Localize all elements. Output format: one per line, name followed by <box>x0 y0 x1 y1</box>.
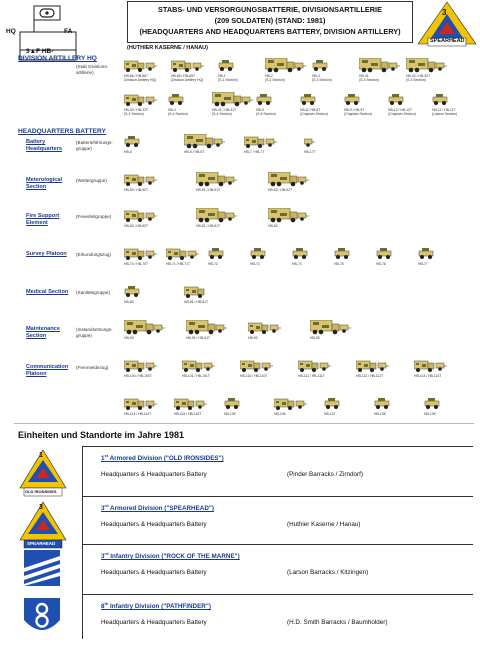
vehicle-label: HB-62 <box>268 224 278 228</box>
vehicle-truck-icon <box>248 320 282 336</box>
patch-pathfinder <box>18 596 68 646</box>
vehicle-label: HB-76 <box>376 262 386 266</box>
vehicle-label: HB-112 / HB-112T <box>356 374 384 378</box>
vehicle-label: HB-75 <box>334 262 344 266</box>
title-line-3: (HEADQUARTERS AND HEADQUARTERS BATTERY, DIVISION ARTILLERY) <box>139 27 401 36</box>
vehicle-truck-icon <box>124 358 158 374</box>
vehicle-label: HB-65 / HB-657 <box>171 74 195 78</box>
patch-rock-of-the-marne <box>18 548 68 598</box>
patch-number: 3 <box>442 8 447 17</box>
vehicle-label: HB-50 / HB-50T <box>124 188 149 192</box>
division-name-3id <box>101 551 240 560</box>
vehicle-label: HB-3 <box>312 74 320 78</box>
vehicle-section-label: (Chaplain Section) <box>388 112 416 116</box>
vehicle-section-label: (S-3 Section) <box>124 112 144 116</box>
symbol-fa-label: FA <box>64 28 73 35</box>
divider <box>14 423 474 424</box>
vehicle-section-label: (S-4 Section) <box>168 112 188 116</box>
vehicle-truck-icon <box>166 246 200 262</box>
vehicle-bigtruck-icon <box>406 58 448 74</box>
patch-spearhead-num: 3 <box>39 504 43 511</box>
vehicle-label: HB-4 <box>168 108 176 112</box>
vehicle-label: HB-9 / HB-9T <box>344 108 365 112</box>
vehicle-label: HB-73 <box>250 262 260 266</box>
vehicle-label: HB-100 / HB-100T <box>124 374 152 378</box>
unit-fse-sub: (Feuerleitgruppe) <box>76 214 112 219</box>
patch-old-ironsides-text: OLD IRONSIDES <box>25 489 57 494</box>
unit-met-section-sub: (Wettergruppe) <box>76 178 107 183</box>
unit-maintenance-sub: (Instandsetzungs-gruppe) <box>76 327 113 338</box>
vehicle-truck-icon <box>124 92 158 108</box>
vehicle-jeep-icon <box>388 92 422 108</box>
vehicle-label: HB-2 <box>265 74 273 78</box>
division-loc-1ad: (Pinder Barracks / Zirndorf) <box>287 471 363 478</box>
vehicle-jeep-icon <box>424 396 458 412</box>
vehicle-label: HB-71 / HB-71T <box>166 262 191 266</box>
vehicle-jeep-icon <box>250 246 284 262</box>
vehicle-label: HB-61 / HB-61T <box>196 224 221 228</box>
vehicle-label: HB-52 / HB-52T <box>268 188 293 192</box>
vehicle-section-label: (Division Artillery HQ) <box>171 78 204 82</box>
vehicle-truck-icon <box>174 396 208 412</box>
vehicle-jeep-icon <box>208 246 242 262</box>
vehicle-label: HB-109 <box>424 412 436 416</box>
division-hq-8id: Headquarters & Headquarters Battery <box>101 619 207 626</box>
vehicle-label: HB-115 / HB-115T <box>174 412 202 416</box>
vehicle-bigtruck-icon <box>186 320 228 336</box>
vehicle-jeep-icon <box>124 134 158 150</box>
vehicle-label: HB-90 <box>124 336 134 340</box>
unit-communication: Communication Platoon <box>26 364 69 377</box>
vehicle-label: HB-114 / HB-114T <box>124 412 152 416</box>
vehicle-jeep-icon <box>374 396 408 412</box>
vehicle-label: HB-81 / HB-81T <box>184 300 209 304</box>
division-ord-sup: rd <box>104 503 109 508</box>
unit-fse: Fire Support Element <box>26 213 60 226</box>
vehicle-section-label: (S-3 Section) <box>406 78 426 82</box>
vehicle-label: HB-72 <box>208 262 218 266</box>
vehicle-label: HB-107 <box>324 412 336 416</box>
patch-spearhead <box>18 500 68 550</box>
vehicle-label: HB-51 / HB-51T <box>196 188 221 192</box>
unit-maintenance: Maintenance Section <box>26 326 60 339</box>
vehicle-bigtruck-icon <box>265 58 307 74</box>
vehicle-jeep-icon <box>344 92 378 108</box>
vehicle-label: HB-74 <box>292 262 302 266</box>
vehicle-label: HB-10 / HB-10T <box>388 108 413 112</box>
spearhead-patch <box>416 0 478 48</box>
units-section-title: Einheiten und Standorte im Jahre 1981 <box>18 430 185 440</box>
vehicle-label: HB-108 <box>374 412 386 416</box>
vehicle-label: HB-31 <box>359 74 369 78</box>
vehicle-truck-icon <box>240 358 274 374</box>
symbol-code: 3▲F HB- <box>26 48 54 55</box>
vehicle-label: HB-92 <box>248 336 258 340</box>
vehicle-label: HB-66 / HB-667 <box>124 74 148 78</box>
vehicle-label: HB-5 / HB-5T <box>184 150 205 154</box>
vehicle-label: HB-113 / HB-113T <box>414 374 442 378</box>
vehicle-label: HB-1 <box>218 74 226 78</box>
division-ord-sup: th <box>104 601 109 606</box>
division-name-text: Infantry Division ("ROCK OF THE MARNE") <box>108 553 240 561</box>
vehicle-label: HB-95 <box>310 336 320 340</box>
vehicle-label: HB-106 <box>274 412 286 416</box>
patch-spearhead-text: SPEARHEAD <box>27 541 56 546</box>
vehicle-label: HB-111 / HB-111T <box>298 374 325 378</box>
vehicle-jeep-icon <box>292 246 326 262</box>
vehicle-label: HB-91 / HB-91T <box>186 336 211 340</box>
vehicle-label: HB-101 / HB-101T <box>182 374 210 378</box>
vehicle-bigtruck-icon <box>124 320 166 336</box>
vehicle-label: HB-5 <box>256 108 264 112</box>
vehicle-label: HB-33 / HB-33T <box>124 108 149 112</box>
vehicle-truck-icon <box>414 358 448 374</box>
vehicle-jeep-icon <box>300 92 334 108</box>
patch-label: SPEARHEAD <box>430 38 465 44</box>
vehicle-label: HB-60 / HB-60T <box>124 224 149 228</box>
patch-old-ironsides-num: 1 <box>39 452 43 459</box>
division-name-text: Armored Division ("OLD IRONSIDES") <box>108 455 224 463</box>
division-name-text: Armored Division ("SPEARHEAD") <box>108 505 214 513</box>
vehicle-truck-icon <box>124 172 158 188</box>
vehicle-label: HB-41 / HB-41T <box>212 108 237 112</box>
vehicle-section-label: (S-1 Section) <box>218 78 238 82</box>
vehicle-truck-icon <box>124 246 158 262</box>
symbol-hq-label: HQ <box>6 28 16 35</box>
division-ord: 1 <box>101 455 105 463</box>
vehicle-jeep-icon <box>256 92 290 108</box>
unit-battery-hq-sub: (Batterieführungs-gruppe) <box>76 140 113 151</box>
page-title <box>127 1 413 43</box>
patch-old-ironsides <box>18 448 68 498</box>
vehicle-label: HB-105 <box>224 412 236 416</box>
division-hq-3ad: Headquarters & Headquarters Battery <box>101 521 207 528</box>
unit-communication-sub: (Fernmeldezug) <box>76 365 109 370</box>
vehicle-jeep-icon <box>312 58 346 74</box>
unit-survey: Survey Platoon <box>26 251 67 257</box>
vehicle-truck-icon <box>124 58 158 74</box>
vehicle-label: HB-7 / HB-7T <box>244 150 265 154</box>
division-block-1ad <box>82 446 473 503</box>
unit-survey-sub: (Erkundungszug) <box>76 252 111 257</box>
section-hq-battery: HEADQUARTERS BATTERY <box>18 128 106 135</box>
division-ord-sup: st <box>104 453 109 458</box>
vehicle-jeep-icon <box>324 396 358 412</box>
title-line-1: STABS- UND VERSORGUNGSBATTERIE, DIVISIONSARTILLERIE <box>158 5 382 14</box>
vehicle-jeep-icon <box>168 92 202 108</box>
division-block-3id <box>82 544 473 601</box>
vehicle-section-label: (S-3 Section) <box>312 78 332 82</box>
vehicle-label: HB-8 / HB-8T <box>300 108 321 112</box>
vehicle-label: HB-110 / HB-110T <box>240 374 268 378</box>
vehicle-section-label: (S-5 Section) <box>256 112 276 116</box>
vehicle-section-label: (Division Artillery HQ) <box>124 78 157 82</box>
vehicle-section-label: (S-4 Section) <box>212 112 232 116</box>
vehicle-label: HB-17T <box>304 150 316 154</box>
vehicle-section-label: (Chaplain Section) <box>344 112 372 116</box>
vehicle-bigtruck-icon <box>196 208 238 224</box>
vehicle-jeep-icon <box>224 396 258 412</box>
unit-met-section: Meterological Section <box>26 177 63 190</box>
vehicle-jeep-icon <box>334 246 368 262</box>
division-name-8id <box>101 601 211 610</box>
section-div-arty-hq-sub: (Stab Divisions-artillerie) <box>76 64 109 75</box>
location-text: (HUTHIER KASERNE / HANAU) <box>127 45 208 51</box>
vehicle-bigtruck-icon <box>359 58 401 74</box>
vehicle-section-label: (S-2 Section) <box>265 78 285 82</box>
division-name-1ad <box>101 453 224 462</box>
vehicle-truck-icon <box>171 58 205 74</box>
vehicle-jeep-icon <box>376 246 410 262</box>
vehicle-section-label: (S-3 Section) <box>359 78 379 82</box>
vehicle-jeep-icon <box>432 92 466 108</box>
vehicle-bigtruck-icon <box>268 172 310 188</box>
division-name-text: Infantry Division ("PATHFINDER") <box>108 603 211 611</box>
vehicle-label: HB-77 <box>418 262 428 266</box>
vehicle-truck-icon <box>124 396 158 412</box>
vehicle-bigtruck-icon <box>184 134 226 150</box>
vehicle-jeep-icon <box>124 284 158 300</box>
division-block-8id <box>82 594 473 639</box>
vehicle-truck-icon <box>124 208 158 224</box>
vehicle-section-label: (Chaplain Section) <box>300 112 328 116</box>
vehicle-truck-icon <box>356 358 390 374</box>
vehicle-truck-icon <box>298 358 332 374</box>
vehicle-truck-icon <box>274 396 308 412</box>
vehicle-trailer-icon <box>304 134 328 150</box>
vehicle-label: HB-6 <box>124 150 132 154</box>
vehicle-label: HB-70 / HB-70T <box>124 262 149 266</box>
vehicle-bigtruck-icon <box>268 208 310 224</box>
vehicle-label: HB-11 / HB-11T <box>432 108 456 112</box>
division-ord: 3 <box>101 553 105 561</box>
division-ord: 8 <box>101 603 105 611</box>
division-hq-1ad: Headquarters & Headquarters Battery <box>101 471 207 478</box>
vehicle-jeep-icon <box>418 246 452 262</box>
vehicle-truck-icon <box>244 134 278 150</box>
vehicle-truck-icon <box>182 358 216 374</box>
vehicle-bigtruck-icon <box>310 320 352 336</box>
vehicle-bigtruck-icon <box>212 92 254 108</box>
unit-medical-sub: (Sanitätsgruppe) <box>76 290 110 295</box>
section-div-arty-hq: DIVISION ARTILLERY HQ <box>18 55 97 62</box>
division-loc-3ad: (Huthier Kaserne / Hanau) <box>287 521 361 528</box>
division-ord-sup: rd <box>104 551 109 556</box>
unit-medical: Medical Section <box>26 289 69 295</box>
title-line-2: (209 SOLDATEN) (STAND: 1981) <box>214 16 326 25</box>
division-name-3ad <box>101 503 214 512</box>
vehicle-label: HB-80 <box>124 300 134 304</box>
vehicle-label: HB-32 / HB-32T <box>406 74 431 78</box>
unit-battery-hq: Battery Headquarters <box>26 139 63 152</box>
division-loc-8id: (H.D. Smith Barracks / Baumholder) <box>287 619 388 626</box>
vehicle-truck-icon <box>184 284 218 300</box>
division-hq-3id: Headquarters & Headquarters Battery <box>101 569 207 576</box>
vehicle-jeep-icon <box>218 58 252 74</box>
division-loc-3id: (Larson Barracks / Kitzingen) <box>287 569 369 576</box>
vehicle-bigtruck-icon <box>196 172 238 188</box>
division-ord: 3 <box>101 505 105 513</box>
vehicle-section-label: (Liaison Section) <box>432 112 458 116</box>
